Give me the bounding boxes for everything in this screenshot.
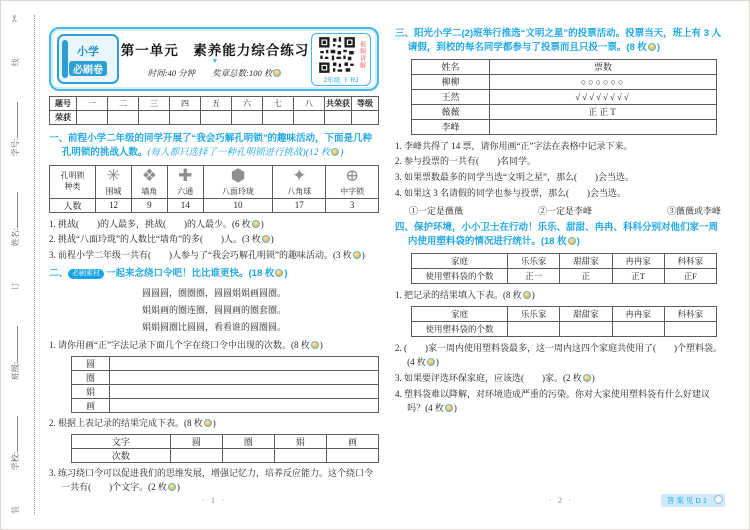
table-row	[412, 89, 717, 104]
score-summary-table	[49, 96, 379, 125]
score-header-cell: 三	[139, 97, 170, 111]
bag-count-label: 使用塑料袋的个数	[412, 268, 508, 283]
voter-name: 李峰	[412, 119, 490, 134]
score-blank-cell	[108, 111, 139, 125]
binding-char-ding: 订	[10, 282, 20, 291]
score-blank-cell	[263, 111, 294, 125]
character-cell: 圆	[72, 357, 110, 371]
page-1-number: · 1 ·	[201, 495, 227, 505]
page-1	[49, 27, 379, 505]
family-name: 冉冉家	[612, 253, 664, 268]
score-blank-cell	[294, 111, 325, 125]
table-row	[72, 357, 379, 371]
score-header-cell: 等级	[352, 97, 379, 111]
section-3-heading: 三、阳光小学二(2)班举行推选“文明之星”的投票活动。投票当天，班上有 3 人请假，到校的每名同学都参与了投票而且只投一票。(8 枚 )	[395, 28, 722, 53]
answer-blank-cell	[612, 321, 664, 336]
tally-mark: 正F	[664, 268, 716, 283]
vote-marks: 正正T	[490, 104, 717, 119]
unit-title: 第一单元 素养能力综合练习	[120, 43, 310, 58]
medal-icon	[262, 235, 270, 243]
option-1: ①一定是薇薇	[409, 206, 464, 217]
lock-label: 墙角	[141, 186, 158, 196]
section-4-heading: 四、保护环境，小小卫士在行动！乐乐、甜甜、冉冉、科科分别对他们家一周内使用塑料袋的情况进行统计。(18 枚 )	[395, 222, 719, 248]
tally-record-table	[71, 356, 379, 413]
family-name: 甜甜家	[560, 306, 612, 321]
qr-caption: 视频讲解	[358, 40, 365, 69]
family-header: 家庭	[412, 306, 508, 321]
family-name: 乐乐家	[508, 253, 560, 268]
material-badge: 必刷素材	[68, 269, 104, 279]
score-blank-cell	[170, 111, 201, 125]
name-label: 姓名:	[11, 228, 20, 247]
tally-blank-cell	[110, 357, 379, 371]
table-row	[412, 104, 717, 119]
count-row-label: 次数	[72, 449, 171, 463]
voter-name: 薇薇	[412, 104, 490, 119]
table-row	[72, 371, 379, 385]
poem-line-3: 娟娟圆圈比圆圆，看看谁的圆圈圆。	[141, 322, 286, 333]
lock-qiangjiao-icon: ❖	[141, 165, 157, 185]
score-header-cell: 七	[263, 97, 294, 111]
lock-type-cell	[96, 165, 132, 198]
character-count-table	[71, 434, 379, 463]
lock-liutong-icon: ✚	[178, 165, 193, 185]
medal-icon	[583, 374, 591, 382]
option-2: ②一定是李峰	[537, 206, 592, 217]
answer-reference-badge	[661, 494, 725, 507]
section-4-question-4: 4. 塑料袋难以降解，对环境造成严重的污染。你对大家使用塑料袋有什么好建议吗？(4 枚 )	[395, 388, 711, 413]
vote-table	[411, 59, 717, 135]
section-4-question-3: 3. 如果要评选环保家庭，应该选( )家。(2 枚 )	[395, 372, 595, 383]
score-header-cell: 八	[294, 97, 325, 111]
bag-count-label: 使用塑料袋的个数	[412, 321, 508, 336]
section-1-question-3: 3. 前程小学二年级一共有( )人参与了“我会巧解孔明锁”的趣味活动。(3 枚 )	[49, 250, 365, 261]
table-row	[50, 111, 379, 125]
student-number-label: 学号:	[11, 138, 20, 157]
medal-icon	[523, 291, 531, 299]
section-1-question-1: 1. 挑战( )的人最多，挑战( )的人最少。(6 枚 )	[49, 218, 264, 229]
brand-logo	[57, 34, 119, 84]
family-header: 家庭	[412, 253, 508, 268]
school-field	[9, 416, 21, 470]
score-header-cell: 五	[201, 97, 232, 111]
lock-type-cell	[273, 165, 326, 198]
grade-edition-label: 2年级 下 RJ	[323, 76, 359, 84]
table-row	[72, 399, 379, 413]
section-2-question-3: 3. 练习绕口令可以促进我们的思维发展，增强记忆力，培养反应能力。这个绕口令一共有( )个文字。(2 枚 )	[49, 468, 374, 493]
voter-name: 柳柳	[412, 74, 490, 89]
binding-char-zhuang: 装	[10, 506, 20, 514]
vote-header-name: 姓名	[412, 59, 490, 74]
section-1-note: (每人都只选择了一种孔明锁进行挑战)(12 枚 )	[147, 147, 344, 158]
medal-icon	[252, 220, 260, 228]
count-blank-cell	[274, 449, 326, 463]
answer-badge-icon	[714, 495, 723, 504]
vote-marks-blank	[490, 119, 717, 134]
table-row	[412, 74, 717, 89]
section-1-question-2: 2. 挑战“八面玲珑”的人数比“墙角”的多( )人。(3 枚 )	[49, 234, 274, 245]
lock-type-header	[50, 165, 96, 198]
medal-icon	[273, 69, 281, 77]
page-2-number-text: · 2 ·	[548, 495, 574, 505]
medal-icon	[204, 419, 212, 427]
medal-icon	[275, 269, 283, 277]
answer-reference-text: 答案见D1	[666, 496, 709, 505]
qr-block	[311, 33, 371, 86]
table-row	[412, 321, 717, 336]
vote-marks: √√√√√√√√	[490, 89, 717, 104]
table-row	[412, 268, 717, 283]
lock-label: 八角球	[287, 186, 312, 196]
poem-line-2: 娟娟画的圈连圈，圆圆画的圈套圈。	[141, 305, 286, 316]
binding-dotted-line	[34, 15, 35, 515]
lock-type-cell	[167, 165, 203, 198]
table-row	[412, 253, 717, 268]
section-3-question-2: 2. 参与投票的一共有( )名同学。	[395, 156, 536, 167]
poem-line-1: 圆圆圆，圈圈圈，圆圆娟娟画圆圈。	[141, 288, 286, 299]
vote-header-count: 票数	[490, 59, 717, 74]
lock-type-cell	[203, 165, 273, 198]
section-2-number: 二、	[49, 268, 69, 280]
section-1-heading	[49, 132, 379, 161]
score-header-cell: 共荣获	[325, 97, 352, 111]
family-name: 甜甜家	[560, 253, 612, 268]
count-header-cell: 文字	[72, 435, 171, 449]
medal-icon	[331, 148, 339, 156]
student-number-field	[9, 102, 21, 156]
class-blank-line	[9, 326, 18, 362]
character-cell: 娟	[72, 385, 110, 399]
section-3-question-1: 1. 李峰共得了 14 票，请你用画“正”字法在表格中记录下来。	[395, 140, 633, 151]
school-blank-line	[9, 416, 18, 452]
plastic-bag-tally-table	[411, 253, 717, 284]
tally-mark: 正	[560, 268, 612, 283]
lock-bajiao-icon: ✦	[292, 165, 307, 185]
section-4-question-2: 2. ( )家一周内使用塑料袋最多，这一周内这四个家庭共使用了( )个塑料袋。(4 枚 )	[395, 342, 722, 367]
student-number-blank-line	[9, 102, 18, 138]
people-count-label: 人数	[50, 198, 96, 212]
kongming-lock-table	[49, 165, 379, 213]
score-header-cell: 题号	[50, 97, 77, 111]
lock-weicheng-icon: ✳	[106, 165, 121, 185]
header-title-block	[119, 39, 311, 79]
family-name: 乐乐家	[508, 306, 560, 321]
character-cell: 圈	[72, 371, 110, 385]
table-row	[50, 97, 379, 111]
name-blank-line	[9, 192, 18, 228]
people-count-cell: 12	[96, 198, 132, 212]
answer-blank-cell	[664, 321, 716, 336]
medal-icon	[648, 43, 656, 51]
people-count-cell: 9	[131, 198, 167, 212]
table-row	[72, 449, 379, 463]
tally-blank-cell	[110, 371, 379, 385]
lock-label: 中字锁	[340, 186, 365, 196]
section-2-question-1: 1. 请你用画“正”字法记录下面几个字在绕口令中出现的次数。(8 枚 )	[49, 340, 323, 351]
table-row	[50, 198, 379, 212]
title-wedge-icon: ▼	[211, 57, 219, 65]
count-blank-cell	[170, 449, 222, 463]
score-header-cell: 一	[77, 97, 108, 111]
binding-char-xian: 线	[10, 58, 20, 67]
score-header-cell: 六	[232, 97, 263, 111]
medal-icon	[445, 404, 453, 412]
count-blank-cell	[222, 449, 274, 463]
qr-code-icon	[318, 36, 356, 74]
page-2	[395, 27, 727, 505]
school-label: 学校:	[11, 451, 20, 471]
score-blank-cell	[232, 111, 263, 125]
voter-name: 王然	[412, 89, 490, 104]
plastic-bag-answer-table	[411, 306, 717, 337]
scissors-icon: ✂	[9, 14, 21, 23]
score-header-cell: 二	[108, 97, 139, 111]
lock-type-cell	[131, 165, 167, 198]
section-3-options	[395, 203, 727, 218]
tally-mark: 正一	[508, 268, 560, 283]
tally-mark: 正T	[612, 268, 664, 283]
table-row	[72, 385, 379, 399]
count-header-cell: 圈	[222, 435, 274, 449]
score-blank-cell	[325, 111, 352, 125]
score-blank-cell	[201, 111, 232, 125]
vote-marks: ○○○○○○	[490, 74, 717, 89]
lock-type-header-line1: 孔明锁	[60, 171, 85, 181]
medal-icon	[353, 251, 361, 259]
medal-icon	[427, 358, 435, 366]
tally-blank-cell	[110, 399, 379, 413]
answer-blank-cell	[560, 321, 612, 336]
table-row	[412, 119, 717, 134]
section-2-heading-text: 一起来念绕口令吧！比比谁更快。(18 枚 )	[106, 268, 288, 280]
logo-line1: 小学	[77, 45, 99, 58]
page-2-number	[395, 495, 727, 505]
count-header-cell: 画	[326, 435, 378, 449]
lock-label: 六通	[177, 186, 194, 196]
section-3-question-4: 4. 如果这 3 名请假的同学也参与投票，那么( )会当选。	[395, 188, 626, 199]
count-header-cell: 圆	[170, 435, 222, 449]
section-1-heading-text: 一、前程小学二年级的同学开展了“我会巧解孔明锁”的趣味活动，下面是几种孔明锁的挑战人数。	[49, 133, 373, 158]
family-name: 冉冉家	[612, 306, 664, 321]
tally-blank-cell	[110, 385, 379, 399]
table-row	[72, 435, 379, 449]
tongue-twister	[49, 285, 379, 336]
count-blank-cell	[326, 449, 378, 463]
medal-icon	[568, 237, 576, 245]
class-label: 班级:	[11, 361, 20, 381]
table-row	[50, 165, 379, 198]
section-2-heading	[49, 267, 379, 281]
medal-icon	[168, 483, 176, 491]
people-count-cell: 10	[203, 198, 273, 212]
lock-label: 围城	[105, 186, 122, 196]
score-row-label: 荣获	[50, 111, 77, 125]
lock-type-header-line2: 种类	[64, 181, 81, 191]
table-row	[412, 306, 717, 321]
binding-margin-labels	[7, 14, 23, 514]
family-name: 科科家	[664, 253, 716, 268]
section-4-question-1: 1. 把记录的结果填入下表。(8 枚 )	[395, 289, 535, 300]
score-blank-cell	[139, 111, 170, 125]
lock-bamian-icon: ⬢	[230, 165, 246, 185]
people-count-cell: 3	[326, 198, 379, 212]
score-blank-cell	[77, 111, 108, 125]
medal-icon	[311, 341, 319, 349]
answer-blank-cell	[508, 321, 560, 336]
option-3: ③薇薇或李峰	[666, 206, 721, 217]
exam-meta: 时间:40 分钟 奖章总数:100 枚	[119, 67, 311, 79]
section-2-question-2: 2. 根据上表记录的结果完成下表。(8 枚 )	[49, 418, 216, 429]
score-blank-cell	[352, 111, 379, 125]
table-row	[412, 59, 717, 74]
class-field	[9, 326, 21, 380]
character-cell: 画	[72, 399, 110, 413]
exam-header	[49, 27, 379, 91]
family-name: 科科家	[664, 306, 716, 321]
section-3-question-3: 3. 如果票数最多的同学当选“文明之星”，那么( )会当选。	[395, 172, 634, 183]
count-header-cell: 娟	[274, 435, 326, 449]
score-header-cell: 四	[170, 97, 201, 111]
people-count-cell: 14	[167, 198, 203, 212]
lock-type-cell	[326, 165, 379, 198]
lock-label: 八面玲珑	[222, 186, 255, 196]
lock-zhongzi-icon: ⊕	[344, 165, 360, 185]
logo-line2: 必刷卷	[69, 61, 107, 76]
name-field	[9, 192, 21, 246]
people-count-cell: 17	[273, 198, 326, 212]
